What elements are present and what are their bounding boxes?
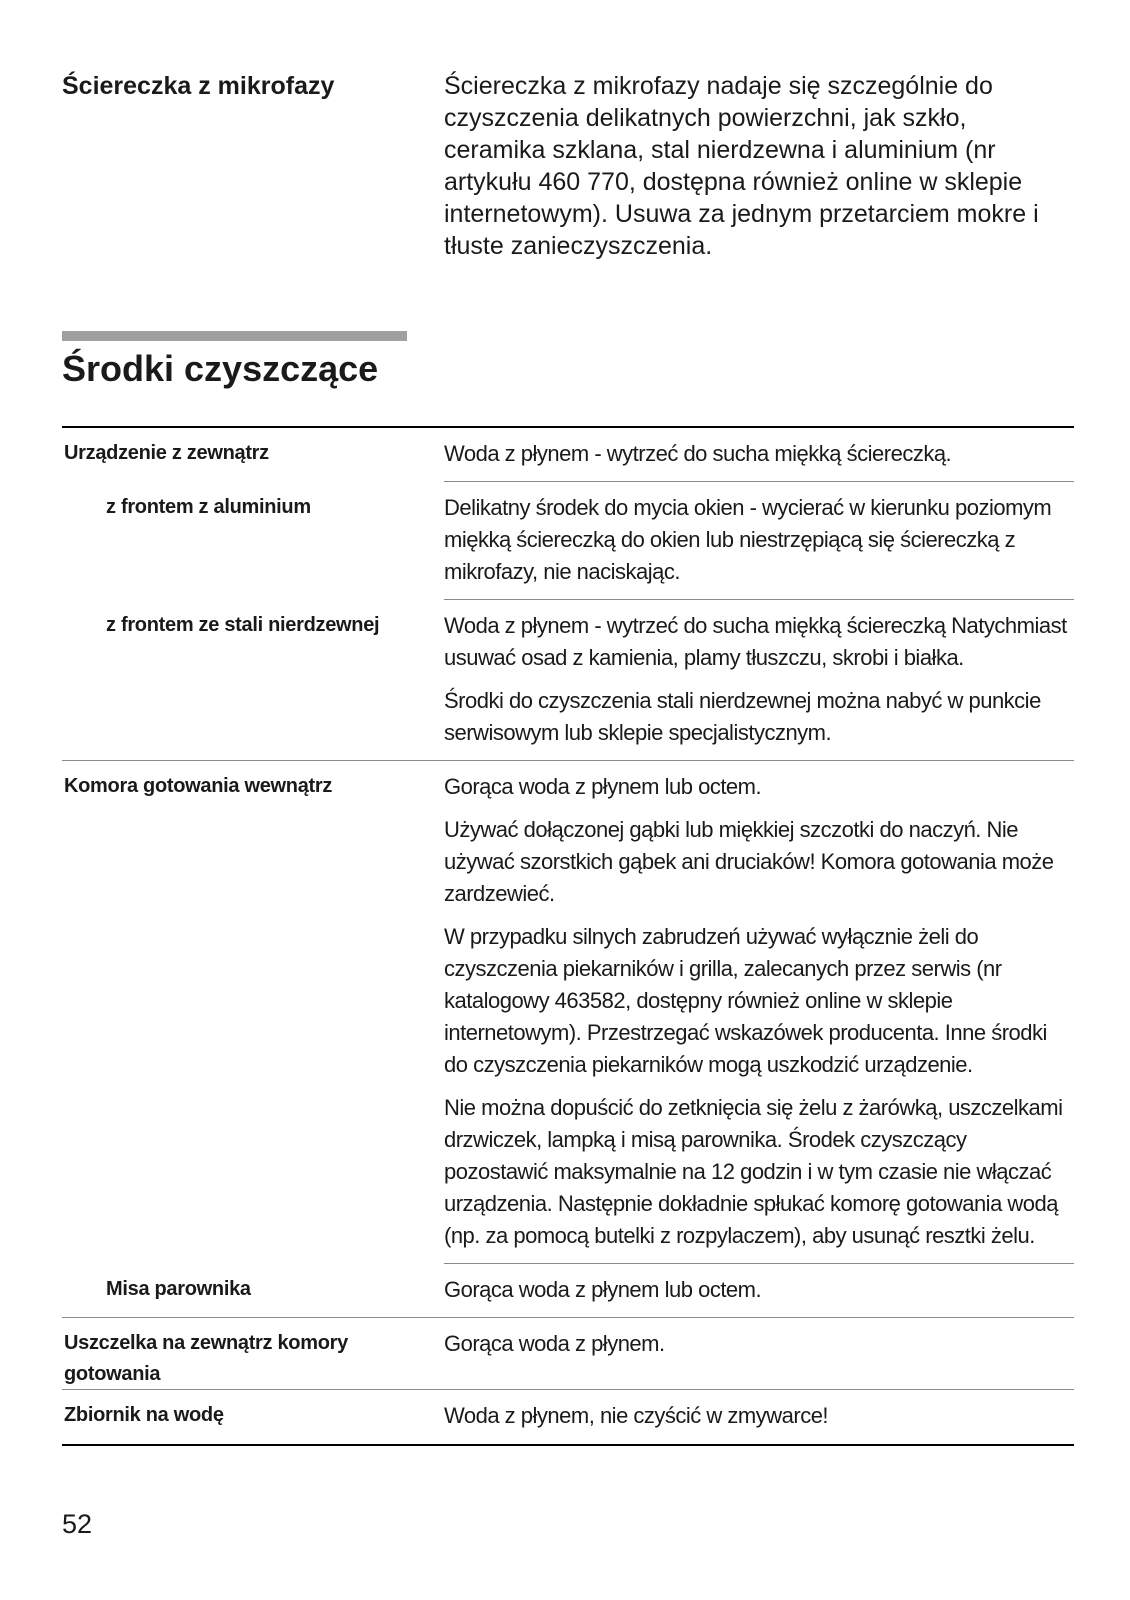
row-label: Zbiornik na wodę xyxy=(64,1404,224,1426)
row-paragraph: Woda z płynem, nie czyścić w zmywarce! xyxy=(444,1403,829,1428)
row-text xyxy=(444,1390,1074,1444)
row-paragraph: Gorąca woda z płynem. xyxy=(444,1331,665,1356)
table-row xyxy=(62,482,1074,600)
row-paragraph: Woda z płynem - wytrzeć do sucha miękką ściereczką Natychmiast usuwać osad z kamienia, plamy tłuszczu, skrobi i białka. xyxy=(444,613,1067,670)
table-row xyxy=(62,1264,1074,1318)
row-paragraph: Środki do czyszczenia stali nierdzewnej można nabyć w punkcie serwisowym lub sklepie specjalistycznym. xyxy=(444,688,1041,745)
section-divider-bar xyxy=(62,331,407,341)
row-paragraph: Używać dołączonej gąbki lub miękkiej szczotki do naczyń. Nie używać szorstkich gąbek ani druciaków! Komora gotowania może zardzewieć. xyxy=(444,817,1054,906)
intro-label: Ściereczka z mikrofazy xyxy=(62,72,335,100)
table-row xyxy=(62,1390,1074,1444)
section-title: Środki czyszczące xyxy=(62,348,379,389)
row-text xyxy=(444,761,1074,1264)
row-label: z frontem ze stali nierdzewnej xyxy=(106,614,380,636)
cleaning-agents-table xyxy=(62,426,1074,1446)
row-label: z frontem z aluminium xyxy=(106,496,311,518)
table-row xyxy=(62,428,1074,482)
row-label: Uszczelka na zewnątrz komory gotowania xyxy=(64,1332,348,1385)
row-text xyxy=(444,600,1074,761)
row-text xyxy=(444,428,1074,482)
row-paragraph: W przypadku silnych zabrudzeń używać wyłącznie żeli do czyszczenia piekarników i grilla, zalecanych przez serwis (nr katalogowy 463582, dostępny również online w sklepie internetowym). Przestrzegać wskazówek producenta. Inne środki do czyszczenia piekarników mogą uszkodzić urządzenie. xyxy=(444,924,1047,1077)
table-row xyxy=(62,761,1074,1264)
row-paragraph: Woda z płynem - wytrzeć do sucha miękką ściereczką. xyxy=(444,441,952,466)
intro-text: Ściereczka z mikrofazy nadaje się szczególnie do czyszczenia delikatnych powierzchni, jak szkło, ceramika szklana, stal nierdzewna i aluminium (nr artykułu 460 770, dostępna również online w sklepie internetowym). Usuwa za jednym przetarciem mokre i tłuste zanieczyszczenia. xyxy=(444,72,1039,260)
row-label: Komora gotowania wewnątrz xyxy=(64,775,333,797)
row-text xyxy=(444,1264,1074,1318)
row-text xyxy=(444,1318,1074,1390)
row-text xyxy=(444,482,1074,600)
row-paragraph: Gorąca woda z płynem lub octem. xyxy=(444,774,762,799)
row-paragraph: Delikatny środek do mycia okien - wycierać w kierunku poziomym miękką ściereczką do okien lub niestrzępiącą się ściereczką z mikrofazy, nie naciskając. xyxy=(444,495,1052,584)
table-row xyxy=(62,600,1074,761)
table-row xyxy=(62,1318,1074,1390)
row-paragraph: Nie można dopuścić do zetknięcia się żelu z żarówką, uszczelkami drzwiczek, lampką i misą parownika. Środek czyszczący pozostawić maksymalnie na 12 godzin i w tym czasie nie włączać urządzenia. Następnie dokładnie spłukać komorę gotowania wodą (np. za pomocą butelki z rozpylaczem), aby usunąć resztki żelu. xyxy=(444,1095,1063,1248)
row-label: Urządzenie z zewnątrz xyxy=(64,442,269,464)
table-bottom-rule xyxy=(62,1444,1074,1446)
row-paragraph: Gorąca woda z płynem lub octem. xyxy=(444,1277,762,1302)
row-label: Misa parownika xyxy=(106,1278,251,1300)
page-number: 52 xyxy=(62,1509,93,1539)
